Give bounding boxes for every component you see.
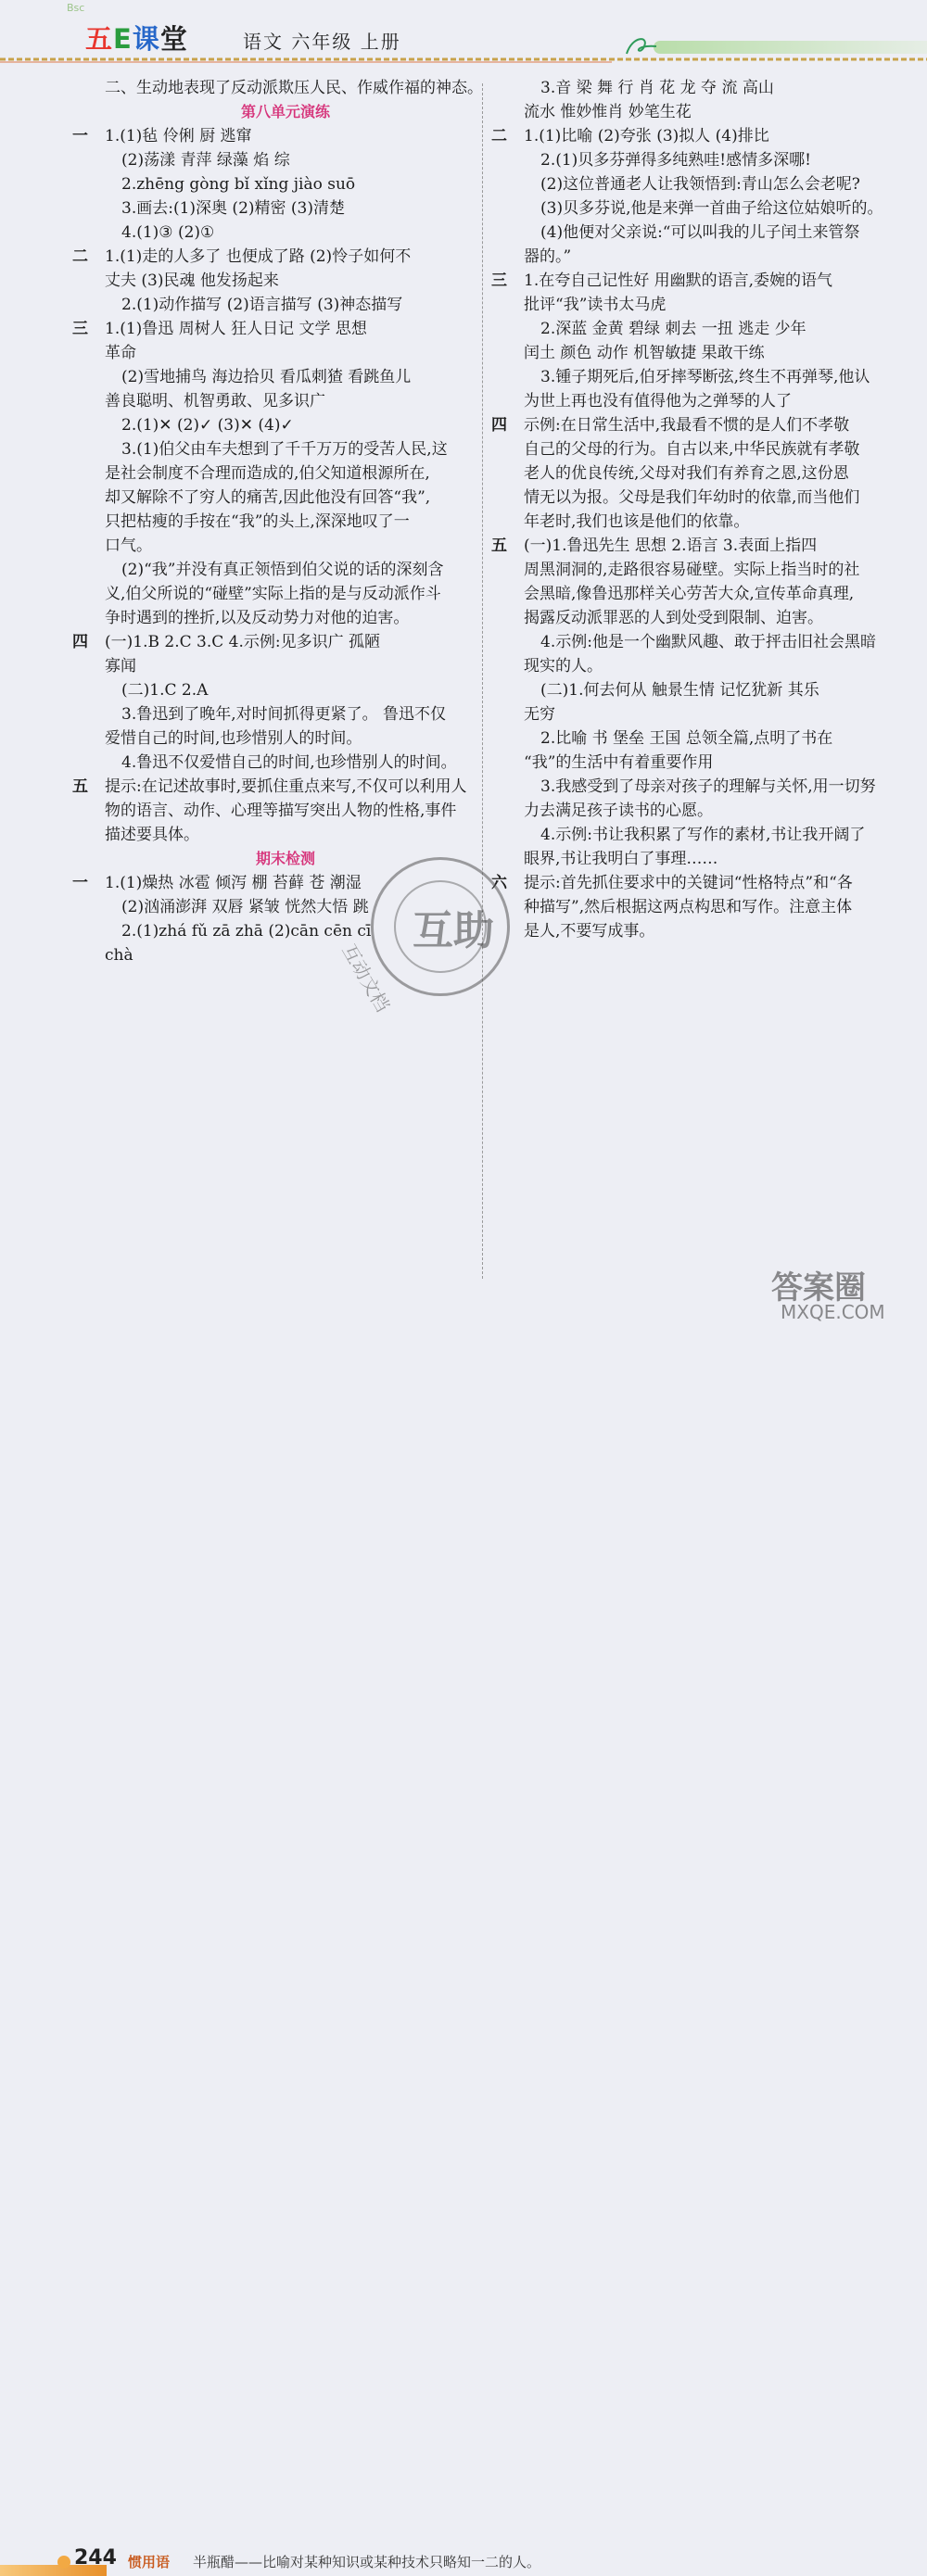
answer-text: 无穷 [524, 705, 555, 724]
answer-line [491, 606, 899, 630]
answer-text: 革命 [105, 344, 136, 362]
answer-text: 2.(1)贝多芬弹得多纯熟哇!感情多深哪! [540, 151, 811, 170]
answer-text: 4.示例:书让我积累了写作的素材,书让我开阔了 [540, 826, 866, 844]
question-number: 三 [491, 271, 507, 290]
answer-line [491, 365, 899, 389]
answer-line [491, 245, 899, 269]
answer-text: (2)汹涌澎湃 双唇 紧皱 恍然大悟 跳 [121, 898, 369, 916]
answer-text: 3.鲁迅到了晚年,对时间抓得更紧了。 鲁迅不仅 [121, 705, 447, 724]
answer-line [491, 486, 899, 510]
answer-text: 3.锺子期死后,伯牙摔琴断弦,终生不再弹琴,他认 [540, 368, 870, 386]
answer-line [491, 847, 899, 871]
answer-text: 示例:在日常生活中,我最看不惯的是人们不孝敬 [524, 416, 850, 435]
answer-text: 争时遇到的挫折,以及反动势力对他的迫害。 [105, 609, 410, 627]
answer-text: 1.在夸自己记性好 用幽默的语言,委婉的语气 [524, 271, 833, 290]
answer-line [72, 823, 471, 847]
question-number: 六 [491, 874, 507, 892]
left-column [72, 76, 483, 967]
stamp-text: 互助 [413, 907, 494, 954]
answer-text: (二)1.C 2.A [121, 681, 209, 700]
answer-line [491, 823, 899, 847]
answer-text: 自己的父母的行为。自古以来,中华民族就有孝敬 [524, 440, 860, 459]
answer-line [72, 341, 471, 365]
answer-line [491, 630, 899, 654]
answer-line [72, 726, 471, 751]
answer-text: (4)他便对父亲说:“可以叫我的儿子闰土来管祭 [540, 223, 860, 242]
answer-line [72, 654, 471, 678]
answer-text: 3.(1)伯父由车夫想到了千千万万的受苦人民,这 [121, 440, 448, 459]
answer-line [72, 799, 471, 823]
answer-text: 提示:在记述故事时,要抓住重点来写,不仅可以利用人 [105, 777, 467, 796]
answer-text: 批评“我”读书太马虎 [524, 296, 667, 314]
brand-char-4: 堂 [159, 23, 188, 55]
answer-line [491, 437, 899, 461]
answer-line [491, 919, 899, 943]
answer-text: 现实的人。 [524, 657, 603, 676]
answer-line [491, 461, 899, 486]
answer-line [491, 558, 899, 582]
answer-text: 4.鲁迅不仅爱惜自己的时间,也珍惜别人的时间。 [121, 753, 457, 772]
answer-line [72, 172, 471, 196]
answer-line [491, 413, 899, 437]
answer-line [72, 413, 471, 437]
question-number: 四 [72, 633, 88, 651]
answer-line [72, 76, 483, 100]
answer-text: 2.zhēng gòng bǐ xǐng jiào suō [121, 175, 356, 194]
section-heading: 期末检测 [255, 850, 315, 867]
answer-text: 4.(1)③ (2)① [121, 223, 215, 242]
answer-line [491, 751, 899, 775]
answer-text: 口气。 [105, 537, 152, 555]
answer-line [72, 606, 471, 630]
answer-text: 1.(1)鲁迅 周树人 狂人日记 文学 思想 [105, 320, 367, 338]
answer-text: 2.(1)动作描写 (2)语言描写 (3)神态描写 [121, 296, 403, 314]
answer-text: 是人,不要写成事。 [524, 922, 655, 941]
answer-line [72, 124, 471, 148]
answer-text: 4.示例:他是一个幽默风趣、敢于抨击旧社会黑暗 [540, 633, 876, 651]
question-number: 二 [72, 247, 88, 266]
answer-line [72, 461, 471, 486]
answer-text: 力去满足孩子读书的心愿。 [524, 802, 713, 820]
question-number: 一 [72, 127, 88, 145]
answer-line [491, 871, 899, 895]
brand-char-2: E [113, 23, 133, 55]
answer-text: 却又解除不了穷人的痛苦,因此他没有回答“我”, [105, 488, 431, 507]
answer-text: 2.(1)zhá fǔ zā zhā (2)cān cēn cī [121, 922, 372, 941]
section-heading: 第八单元演练 [240, 103, 330, 120]
answer-line [491, 196, 899, 221]
answer-text: 流水 惟妙惟肖 妙笔生花 [524, 103, 692, 121]
answer-line [72, 245, 471, 269]
answer-line [491, 726, 899, 751]
answer-line [491, 775, 899, 799]
question-number: 四 [491, 416, 507, 435]
answer-text: (2)“我”并没有真正领悟到伯父说的话的深刻含 [121, 561, 444, 579]
answer-text: 会黑暗,像鲁迅那样关心劳苦大众,宣传革命真理, [524, 585, 855, 603]
answer-text: 揭露反动派罪恶的人到处受到限制、迫害。 [524, 609, 823, 627]
watermark-url: MXQE.COM [781, 1301, 885, 1323]
answer-text: 寡闻 [105, 657, 136, 676]
answer-text: 善良聪明、机智勇敢、见多识广 [105, 392, 325, 410]
question-number: 三 [72, 320, 88, 338]
stamp-small-text: 互动文档 [337, 940, 395, 1016]
footer-dot-icon [57, 2556, 70, 2569]
answer-text: 提示:首先抓住要求中的关键词“性格特点”和“各 [524, 874, 853, 892]
answer-line [72, 486, 471, 510]
answer-line [491, 317, 899, 341]
answer-line [72, 558, 471, 582]
answer-line [491, 148, 899, 172]
question-number: 五 [491, 537, 507, 555]
curl-icon [623, 28, 660, 59]
page-header [0, 0, 927, 67]
column-divider [482, 83, 483, 1279]
answer-text: 1.(1)燥热 冰雹 倾泻 棚 苔藓 苍 潮湿 [105, 874, 362, 892]
answer-line [491, 389, 899, 413]
answer-line [491, 678, 899, 702]
answer-line [491, 799, 899, 823]
answer-text: 2.深蓝 金黄 碧绿 刺去 一扭 逃走 少年 [540, 320, 806, 338]
answer-line [72, 751, 471, 775]
answer-text: 种描写”,然后根据这两点构思和写作。注意主体 [524, 898, 853, 916]
question-number: 五 [72, 777, 88, 796]
answer-line [491, 100, 899, 124]
answer-line [72, 510, 471, 534]
answer-line [72, 775, 471, 799]
answer-text: chà [105, 946, 133, 965]
answer-text: (一)1.B 2.C 3.C 4.示例:见多识广 孤陋 [105, 633, 380, 651]
answer-text: 闰土 颜色 动作 机智敏捷 果敢干练 [524, 344, 765, 362]
answer-text: 是社会制度不合理而造成的,伯父知道根源所在, [105, 464, 430, 483]
answer-text: 丈夫 (3)民魂 他发扬起来 [105, 271, 279, 290]
watermark-logo: 答案圈 [771, 1269, 866, 1307]
answer-text: 描述要具体。 [105, 826, 199, 844]
header-divider [0, 56, 927, 63]
answer-text: (二)1.何去何从 触景生情 记忆犹新 其乐 [540, 681, 819, 700]
right-column [491, 76, 899, 943]
answer-text: 为世上再也没有值得他为之弹琴的人了 [524, 392, 792, 410]
answer-line [491, 341, 899, 365]
brand-char-1: 五 [85, 23, 114, 55]
footer-text: 半瓶醋——比喻对某种知识或某种技术只略知一二的人。 [193, 2554, 541, 2570]
answer-line [72, 269, 471, 293]
answer-text: 3.我感受到了母亲对孩子的理解与关怀,用一切努 [540, 777, 876, 796]
answer-line [72, 365, 471, 389]
answer-line [491, 124, 899, 148]
page-number: 244 [74, 2546, 117, 2570]
answer-line [72, 582, 471, 606]
answer-text: 义,伯父所说的“碰壁”实际上指的是与反动派作斗 [105, 585, 441, 603]
answer-line [72, 678, 471, 702]
answer-line [491, 293, 899, 317]
answer-line [491, 269, 899, 293]
answer-line [72, 702, 471, 726]
answer-line [72, 534, 471, 558]
question-number: 一 [72, 874, 88, 892]
answer-line [491, 582, 899, 606]
answer-line [72, 293, 471, 317]
answer-text: 1.(1)走的人多了 也便成了路 (2)怜子如何不 [105, 247, 412, 266]
answer-line [72, 148, 471, 172]
answer-line [491, 510, 899, 534]
answer-text: 只把枯瘦的手按在“我”的头上,深深地叹了一 [105, 512, 410, 531]
answer-text: 二、生动地表现了反动派欺压人民、作威作福的神态。 [105, 79, 483, 97]
answer-text: 周黑洞洞的,走路很容易碰壁。实际上指当时的社 [524, 561, 860, 579]
header-top-mark: Bsc [67, 2, 85, 14]
answer-line [72, 437, 471, 461]
answer-text: 2.(1)✕ (2)✓ (3)✕ (4)✓ [121, 416, 294, 435]
answer-line [491, 76, 899, 100]
answer-text: 爱惜自己的时间,也珍惜别人的时间。 [105, 729, 362, 748]
answer-line [72, 389, 471, 413]
answer-text: 年老时,我们也该是他们的依靠。 [524, 512, 750, 531]
answer-line [491, 895, 899, 919]
subject-title: 语文 六年级 上册 [243, 31, 401, 53]
answer-line [491, 702, 899, 726]
brand-char-3: 课 [132, 23, 160, 55]
answer-text: “我”的生活中有着重要作用 [524, 753, 714, 772]
answer-line [72, 221, 471, 245]
brand-logo [85, 19, 188, 57]
answer-line [491, 654, 899, 678]
answer-text: (一)1.鲁迅先生 思想 2.语言 3.表面上指四 [524, 537, 818, 555]
answer-text: (2)雪地捕鸟 海边拾贝 看瓜刺猹 看跳鱼儿 [121, 368, 412, 386]
answer-line [72, 630, 471, 654]
answer-line [491, 172, 899, 196]
footer-label: 惯用语 [128, 2554, 171, 2570]
answer-line [72, 196, 471, 221]
answer-text: (2)这位普通老人让我领悟到:青山怎么会老呢? [540, 175, 860, 194]
answer-text: 3.音 梁 舞 行 肖 花 龙 夺 流 高山 [540, 79, 774, 97]
answer-text: (3)贝多芬说,他是来弹一首曲子给这位姑娘听的。 [540, 199, 883, 218]
answer-text: 2.比喻 书 堡垒 王国 总领全篇,点明了书在 [540, 729, 833, 748]
answer-line [491, 534, 899, 558]
answer-line [491, 221, 899, 245]
answer-line [72, 317, 471, 341]
header-decor-band [654, 41, 927, 54]
answer-text: 3.画去:(1)深奥 (2)精密 (3)清楚 [121, 199, 345, 218]
answer-text: 1.(1)毡 伶俐 厨 逃窜 [105, 127, 252, 145]
answer-text: 眼界,书让我明白了事理…… [524, 850, 718, 868]
answer-text: 老人的优良传统,父母对我们有养育之恩,这份恩 [524, 464, 849, 483]
answer-text: 器的。” [524, 247, 572, 266]
answer-text: 情无以为报。父母是我们年幼时的依靠,而当他们 [524, 488, 860, 507]
answer-text: 1.(1)比喻 (2)夸张 (3)拟人 (4)排比 [524, 127, 769, 145]
answer-text: (2)荡漾 青萍 绿藻 焰 综 [121, 151, 290, 170]
answer-text: 物的语言、动作、心理等描写突出人物的性格,事件 [105, 802, 457, 820]
question-number: 二 [491, 127, 507, 145]
